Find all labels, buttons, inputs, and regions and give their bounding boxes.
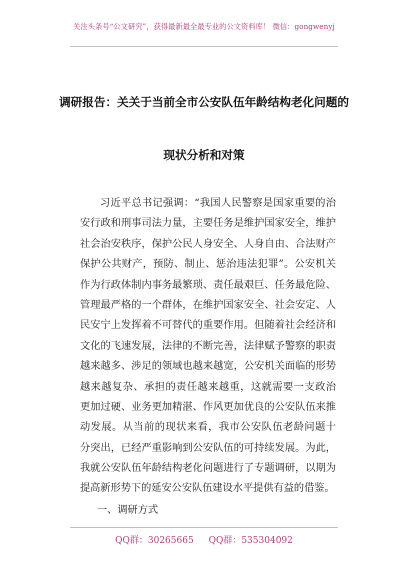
section-heading: 一、调研方式 — [97, 505, 159, 516]
header-banner: 关注头条号“公文研究”，获得最新最全最专业的公文资料库！ 微信：gongwenyj — [73, 22, 335, 31]
header-divider — [70, 46, 338, 47]
body-line: 分突出，已经严重影响到公安队伍的可持续发展。为此， — [80, 442, 336, 454]
body-line: 提高新形势下的延安公安队伍建设水平提供有益的借鉴。 — [80, 483, 335, 495]
body-line: 越来越复杂、承担的责任越来越重，这就需要一支政治 — [80, 381, 336, 393]
body-line: 习近平总书记强调：“我国人民警察是国家重要的治 — [100, 198, 336, 209]
document-title-line-2: 现状分析和对策 — [163, 148, 245, 162]
body-line: 更加过硬、业务更加精湛、作风更加优良的公安队伍来推 — [80, 401, 336, 413]
body-line: 我就公安队伍年龄结构老化问题进行了专题调研，以期为 — [80, 463, 336, 475]
footer-qq-group-2: QQ群：535304092 — [208, 536, 293, 546]
footer-qq-group-1: QQ群：30265665 — [115, 536, 194, 546]
body-line: 越来越多、涉足的领域也越来越宽，公安机关面临的形势 — [80, 361, 336, 373]
body-line: 保护公共财产，预防、制止、惩治违法犯罪”。公安机关 — [80, 259, 336, 271]
body-line: 安行政和刑事司法力量，主要任务是维护国家安全，维护 — [80, 218, 336, 230]
body-line: 管理最严格的一个群体，在维护国家安全、社会安定、人 — [80, 299, 336, 311]
body-line: 民安宁上发挥着不可替代的重要作用。但随着社会经济和 — [80, 320, 336, 332]
body-line: 文化的飞速发展，法律的不断完善，法律赋予警察的职责 — [80, 340, 336, 352]
body-line: 社会治安秩序，保护公民人身安全、人身自由、合法财产 — [80, 238, 336, 250]
body-line: 作为行政体制内事务最繁琐、责任最艰巨、任务最危险、 — [80, 279, 336, 291]
footer — [0, 533, 408, 546]
footer-divider — [70, 527, 338, 528]
body-line: 动发展。从当前的现状来看，我市公安队伍老龄问题十 — [80, 422, 336, 434]
body-paragraph — [80, 194, 336, 500]
document-title-line-1: 调研报告：关关于当前全市公安队伍年龄结构老化问题的 — [59, 95, 349, 109]
